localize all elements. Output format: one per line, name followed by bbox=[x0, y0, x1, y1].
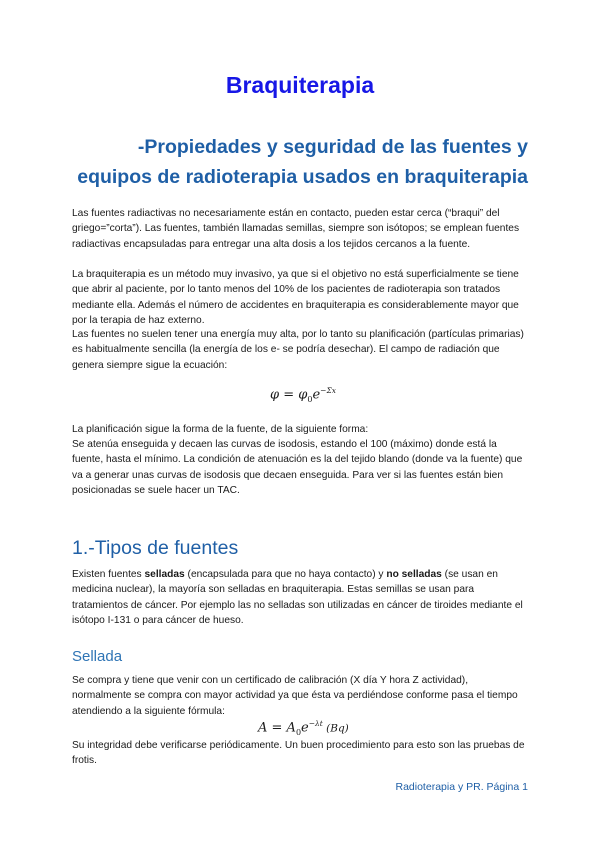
subsection-heading-sellada: Sellada bbox=[72, 648, 123, 665]
equation-subscript: 0 bbox=[295, 727, 302, 737]
equation-lhs: φ = φ bbox=[270, 387, 308, 403]
bold-term-selladas: selladas bbox=[144, 569, 185, 580]
intro-paragraph-1: Las fuentes radiactivas no necesariamente están en contacto, pueden estar cerca (“braqui” del griego=”corta”). Las fuentes, también llamadas semillas, siempre son isótopos; se emplean fuentes radiactivas encapsuladas para entregar una alta dosis a los tejidos cercanos a la fuente. bbox=[72, 208, 520, 250]
equation-lhs: A = A bbox=[258, 720, 296, 736]
intro-paragraph-3: Las fuentes no suelen tener una energía muy alta, por lo tanto su planificación (partículas primarias) es habitualmente sencilla (la energía de los e- se podría desechar). El campo de radiación que genera siempre sigue la ecuación: bbox=[72, 329, 524, 371]
text-run: Existen fuentes bbox=[72, 569, 145, 580]
planning-paragraph-2: Se atenúa enseguida y decaen las curvas de isodosis, estando el 100 (máximo) donde está la fuente, hasta el mínimo. La condición de atenuación es la del tejido blando (donde va la fuente) que va a generar unas curvas de isodosis que decaen enseguida. Para ver si las fuentes están bien posicionadas se suele hacer un TAC. bbox=[72, 439, 523, 497]
equation-exponent: −Σx bbox=[320, 386, 336, 395]
equation-base: e bbox=[312, 387, 321, 403]
text-run: (se usan en medicina nuclear), la mayoría son selladas en braquiterapia. Estas semillas se usan para tratamientos de cáncer. Por ejemplo las no selladas son utilizadas en cáncer de tiroides mediante el isótopo I-131 o para cáncer de hueso. bbox=[72, 569, 523, 627]
sellada-paragraph-1: Se compra y tiene que venir con un certificado de calibración (X día Y hora Z actividad), normalmente se compra con mayor actividad ya que ésta va perdiéndose conforme pasa el tiempo atendiendo a la siguiente fórmula: bbox=[72, 675, 518, 717]
intro-paragraph-2: La braquiterapia es un método muy invasivo, ya que si el objetivo no está superficialmente se tiene que abrir al paciente, por lo tanto menos del 10% de los pacientes de radioterapia son tratados mediante ella. Además el número de accidentes en braquiterapia es considerablemente mayor que por la terapia de haz externo. bbox=[72, 269, 519, 327]
equation-subscript: 0 bbox=[307, 394, 313, 404]
page-subtitle: -Propiedades y seguridad de las fuentes y equipos de radioterapia usados en braquiterapia bbox=[77, 136, 528, 188]
bold-term-no-selladas: no selladas bbox=[386, 569, 442, 580]
attenuation-equation bbox=[270, 386, 336, 404]
equation-unit: (Bq) bbox=[322, 722, 349, 735]
decay-equation bbox=[258, 719, 349, 737]
planning-paragraph-1: La planificación sigue la forma de la fuente, de la siguiente forma: bbox=[72, 424, 369, 435]
equation-base: e bbox=[301, 720, 309, 736]
sellada-paragraph-2: Su integridad debe verificarse periódicamente. Un buen procedimiento para esto son las pruebas de frotis. bbox=[72, 740, 525, 767]
section-paragraph bbox=[72, 567, 530, 629]
section-heading-tipos-de-fuentes: 1.-Tipos de fuentes bbox=[72, 537, 239, 559]
text-run: (encapsulada para que no haya contacto) y bbox=[184, 569, 387, 580]
equation-exponent: −λt bbox=[308, 719, 323, 728]
page-footer: Radioterapia y PR. Página 1 bbox=[395, 781, 528, 793]
page-title: Braquiterapia bbox=[225, 72, 375, 98]
